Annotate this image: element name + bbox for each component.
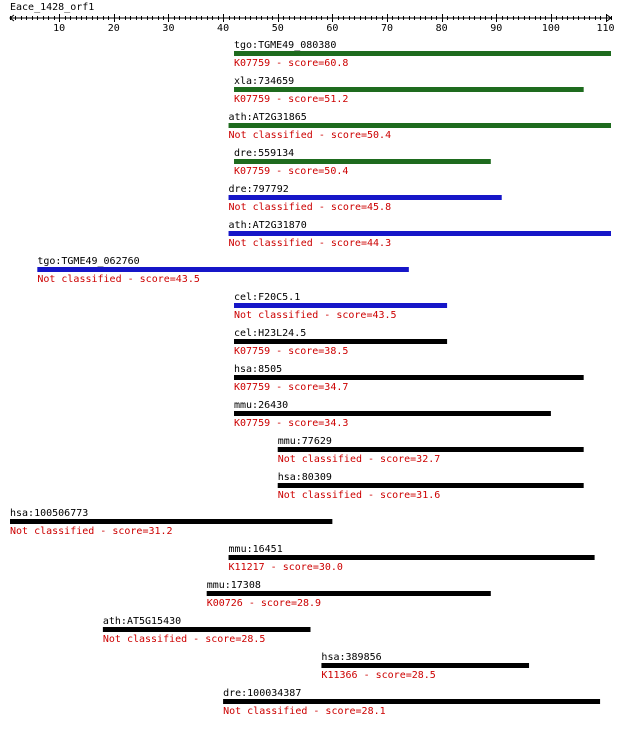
hit-bar[interactable]	[234, 303, 447, 308]
hit-bar[interactable]	[234, 51, 611, 56]
query-title: Eace_1428_orf1	[10, 2, 95, 13]
hit-row	[37, 256, 409, 285]
hit-bar[interactable]	[229, 123, 611, 128]
hit-bar[interactable]	[234, 87, 584, 92]
hit-score-label: K07759 - score=60.8	[234, 58, 349, 69]
hit-row	[223, 688, 600, 717]
hit-row	[207, 580, 491, 609]
hit-score-label: Not classified - score=44.3	[228, 238, 392, 249]
hit-score-label: K07759 - score=51.2	[234, 94, 349, 105]
hit-gene-label[interactable]: tgo:TGME49_080380	[234, 40, 337, 51]
hit-row	[234, 364, 584, 393]
hit-gene-label[interactable]: hsa:100506773	[10, 508, 89, 519]
axis-tick-label: 80	[435, 23, 448, 34]
hit-gene-label[interactable]: mmu:17308	[206, 580, 261, 591]
hit-bar[interactable]	[223, 699, 600, 704]
hit-score-label: K07759 - score=38.5	[234, 346, 349, 357]
sequence-axis	[10, 14, 615, 34]
hit-gene-label[interactable]: dre:100034387	[223, 688, 302, 699]
hit-row	[229, 184, 502, 213]
hit-gene-label[interactable]: dre:797792	[228, 184, 289, 195]
hit-row	[321, 652, 529, 681]
hit-bar[interactable]	[229, 555, 595, 560]
hit-score-label: K00726 - score=28.9	[206, 598, 322, 609]
hit-row	[234, 292, 447, 321]
hit-row	[234, 328, 447, 357]
hit-score-label: Not classified - score=45.8	[228, 202, 392, 213]
hit-row	[234, 76, 584, 105]
hit-row	[278, 436, 584, 465]
hit-row	[278, 472, 584, 501]
hit-bar[interactable]	[37, 267, 409, 272]
hit-gene-label[interactable]: xla:734659	[234, 76, 295, 87]
hit-gene-label[interactable]: mmu:26430	[234, 400, 289, 411]
hit-bar[interactable]	[10, 519, 332, 524]
hit-score-label: K07759 - score=34.3	[234, 418, 349, 429]
axis-tick-label: 40	[217, 23, 230, 34]
hit-bar[interactable]	[234, 375, 584, 380]
hit-gene-label[interactable]: tgo:TGME49_062760	[37, 256, 140, 267]
axis-tick-label: 30	[162, 23, 175, 34]
hit-score-label: K07759 - score=50.4	[234, 166, 349, 177]
hit-bar[interactable]	[234, 411, 551, 416]
axis-tick-label: 50	[271, 23, 284, 34]
axis-tick-label: 90	[490, 23, 503, 34]
hit-bar[interactable]	[103, 627, 311, 632]
hit-score-label: Not classified - score=43.5	[37, 274, 200, 285]
hit-bar[interactable]	[207, 591, 491, 596]
axis-tick-label: 110	[596, 23, 615, 34]
hit-gene-label[interactable]: dre:559134	[234, 148, 295, 159]
hit-bar[interactable]	[234, 159, 491, 164]
hit-gene-label[interactable]: mmu:77629	[277, 436, 332, 447]
hit-row	[229, 544, 595, 573]
axis-tick-label: 70	[380, 23, 394, 34]
hit-row	[10, 508, 332, 537]
hit-score-label: Not classified - score=31.2	[10, 526, 173, 537]
hit-list	[10, 40, 611, 717]
hit-bar[interactable]	[321, 663, 529, 668]
hit-gene-label[interactable]: cel:F20C5.1	[234, 292, 301, 303]
hit-bar[interactable]	[234, 339, 447, 344]
hit-bar[interactable]	[229, 195, 502, 200]
hit-gene-label[interactable]: ath:AT2G31870	[228, 220, 307, 231]
hit-bar[interactable]	[278, 447, 584, 452]
hit-gene-label[interactable]: mmu:16451	[228, 544, 283, 555]
hit-score-label: Not classified - score=31.6	[277, 490, 441, 501]
hit-score-label: Not classified - score=32.7	[277, 454, 441, 465]
axis-tick-label: 60	[326, 23, 339, 34]
hit-score-label: Not classified - score=28.1	[223, 706, 386, 717]
axis-tick-label: 10	[53, 23, 66, 34]
hit-row	[234, 148, 491, 177]
hit-score-label: K11217 - score=30.0	[228, 562, 343, 573]
hit-score-label: Not classified - score=50.4	[228, 130, 392, 141]
hit-gene-label[interactable]: ath:AT2G31865	[228, 112, 307, 123]
hit-gene-label[interactable]: hsa:80309	[277, 472, 332, 483]
axis-tick-label: 20	[107, 23, 120, 34]
hit-row	[229, 220, 611, 249]
hit-bar[interactable]	[278, 483, 584, 488]
hit-gene-label[interactable]: ath:AT5G15430	[102, 616, 182, 627]
hit-row	[234, 40, 611, 69]
hit-row	[103, 616, 311, 645]
hit-row	[229, 112, 611, 141]
hit-score-label: K11366 - score=28.5	[321, 670, 436, 681]
axis-tick-label: 100	[541, 23, 560, 34]
hit-score-label: K07759 - score=34.7	[234, 382, 349, 393]
hit-bar[interactable]	[229, 231, 611, 236]
hit-score-label: Not classified - score=28.5	[102, 634, 266, 645]
hit-gene-label[interactable]: hsa:389856	[321, 652, 382, 663]
hit-row	[234, 400, 551, 429]
hit-gene-label[interactable]: hsa:8505	[234, 364, 283, 375]
hit-gene-label[interactable]: cel:H23L24.5	[234, 328, 307, 339]
hit-score-label: Not classified - score=43.5	[234, 310, 397, 321]
